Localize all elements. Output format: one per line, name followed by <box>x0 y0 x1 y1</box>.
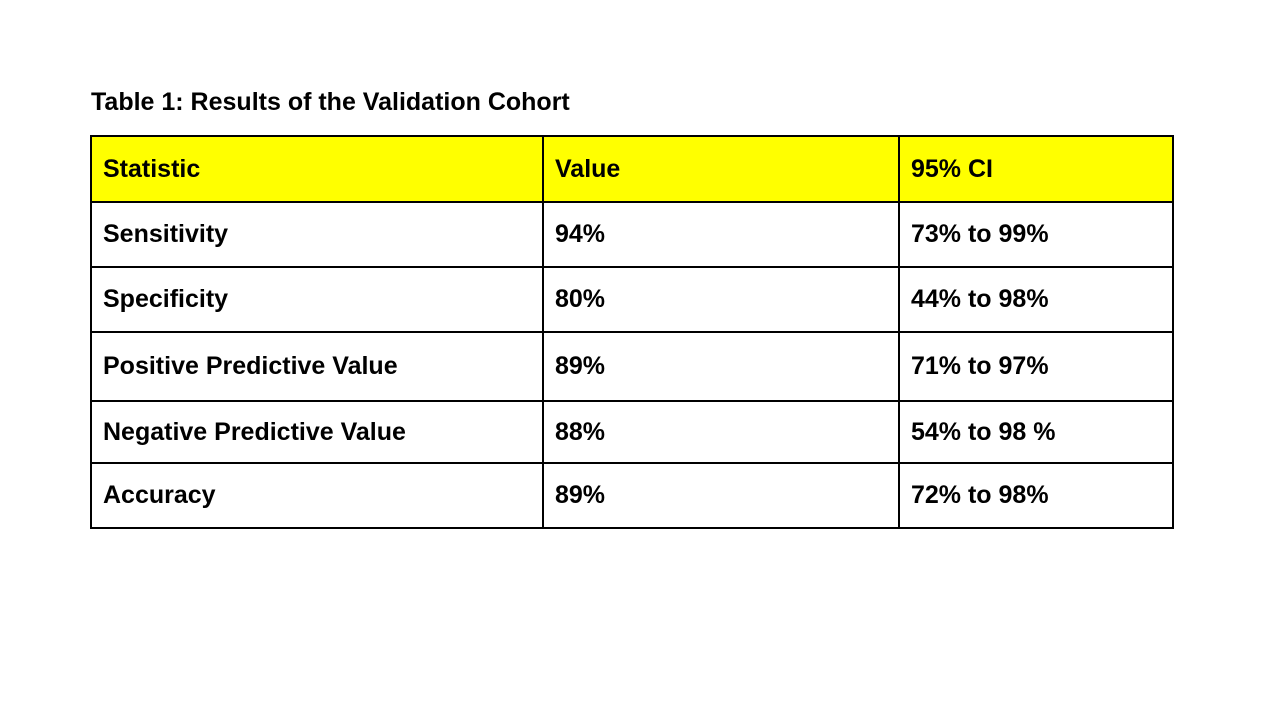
table-row <box>91 267 1173 332</box>
header-confidence-interval: 95% CI <box>899 136 1173 202</box>
table-header-row <box>91 136 1173 202</box>
cell-confidence-interval: 73% to 99% <box>899 202 1173 267</box>
results-table <box>90 135 1174 529</box>
header-value: Value <box>543 136 899 202</box>
table-title: Table 1: Results of the Validation Cohort <box>91 88 570 116</box>
cell-statistic: Negative Predictive Value <box>91 401 543 463</box>
cell-confidence-interval: 54% to 98 % <box>899 401 1173 463</box>
cell-confidence-interval: 71% to 97% <box>899 332 1173 401</box>
cell-value: 94% <box>543 202 899 267</box>
cell-statistic: Sensitivity <box>91 202 543 267</box>
cell-value: 88% <box>543 401 899 463</box>
cell-statistic: Positive Predictive Value <box>91 332 543 401</box>
cell-confidence-interval: 44% to 98% <box>899 267 1173 332</box>
cell-value: 89% <box>543 463 899 528</box>
cell-statistic: Accuracy <box>91 463 543 528</box>
cell-statistic: Specificity <box>91 267 543 332</box>
table-row <box>91 202 1173 267</box>
table-row <box>91 463 1173 528</box>
table-row <box>91 401 1173 463</box>
table-row <box>91 332 1173 401</box>
cell-confidence-interval: 72% to 98% <box>899 463 1173 528</box>
cell-value: 80% <box>543 267 899 332</box>
cell-value: 89% <box>543 332 899 401</box>
header-statistic: Statistic <box>91 136 543 202</box>
